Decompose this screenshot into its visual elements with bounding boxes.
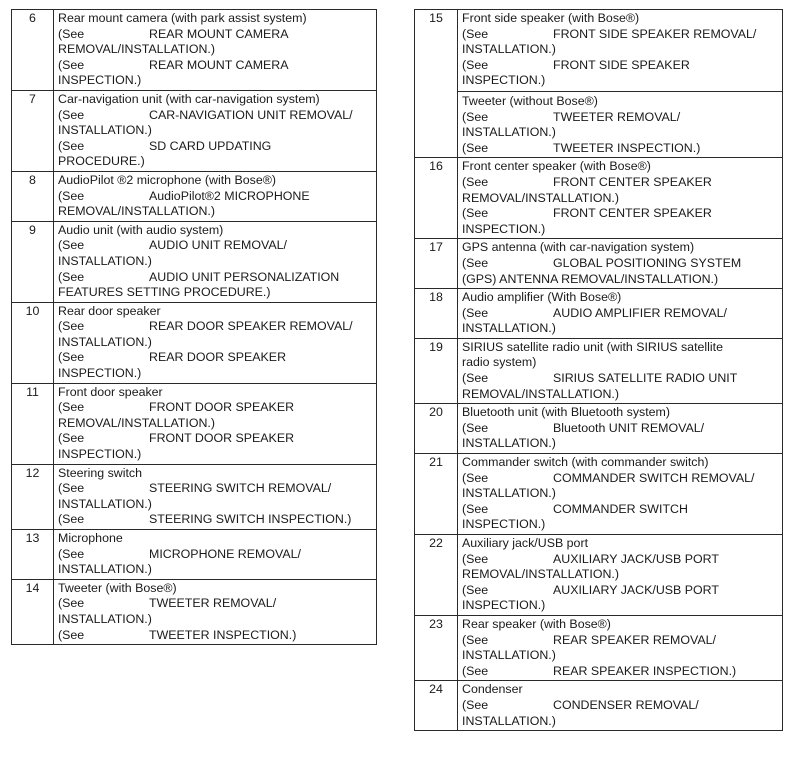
table-row <box>415 454 783 535</box>
reference-text: INSTALLATION.) <box>58 334 152 349</box>
item-description <box>458 289 783 339</box>
item-description <box>458 681 783 731</box>
parts-table-right-body <box>415 10 783 731</box>
see-label: (See <box>462 697 489 712</box>
item-title: Condenser <box>462 682 523 697</box>
reference-text: REMOVAL/INSTALLATION.) <box>462 190 619 205</box>
reference-text: TWEETER REMOVAL/ <box>149 596 277 611</box>
table-row <box>12 302 377 383</box>
table-row <box>415 615 783 680</box>
see-label: (See <box>462 109 489 124</box>
table-row <box>415 535 783 616</box>
reference-line <box>462 272 779 288</box>
reference-line <box>58 58 373 74</box>
see-label: (See <box>58 138 85 153</box>
reference-text: INSPECTION.) <box>58 366 142 381</box>
reference-line <box>58 447 373 463</box>
item-title: SIRIUS satellite radio unit (with SIRIUS satellite <box>462 339 723 354</box>
reference-text: FRONT SIDE SPEAKER REMOVAL/ <box>553 26 757 41</box>
see-label: (See <box>58 57 85 72</box>
see-label: (See <box>58 238 85 253</box>
item-title: Rear speaker (with Bose®) <box>462 616 611 631</box>
reference-text: REAR MOUNT CAMERA <box>149 57 289 72</box>
reference-text: STEERING SWITCH INSPECTION.) <box>149 512 352 527</box>
see-label: (See <box>462 632 489 647</box>
reference-line <box>58 350 373 366</box>
reference-line <box>58 42 373 58</box>
reference-line <box>462 583 779 599</box>
item-description <box>458 615 783 680</box>
reference-text: INSTALLATION.) <box>462 648 556 663</box>
reference-text: INSTALLATION.) <box>462 436 556 451</box>
reference-line <box>462 206 779 222</box>
reference-line <box>58 73 373 89</box>
reference-line <box>462 517 779 533</box>
table-row <box>12 10 377 91</box>
reference-text: SD CARD UPDATING <box>149 138 272 153</box>
table-row <box>415 404 783 454</box>
item-title: Tweeter (with Bose®) <box>58 580 177 595</box>
reference-text: INSPECTION.) <box>462 73 546 88</box>
reference-text: INSTALLATION.) <box>58 253 152 268</box>
item-number: 24 <box>415 681 458 731</box>
reference-text: REMOVAL/INSTALLATION.) <box>58 204 215 219</box>
reference-line <box>462 502 779 518</box>
see-label: (See <box>58 546 85 561</box>
item-number: 21 <box>415 454 458 535</box>
reference-line <box>462 387 779 403</box>
item-description <box>54 171 377 221</box>
reference-line <box>58 481 373 497</box>
item-number: 19 <box>415 338 458 403</box>
reference-text: FRONT CENTER SPEAKER <box>553 206 712 221</box>
reference-line <box>462 421 779 437</box>
reference-line <box>462 552 779 568</box>
item-description <box>458 158 783 239</box>
item-number: 12 <box>12 464 54 529</box>
reference-text: TWEETER INSPECTION.) <box>149 627 297 642</box>
reference-text: AUDIO UNIT PERSONALIZATION <box>149 269 340 284</box>
see-label: (See <box>462 501 489 516</box>
reference-text: (GPS) ANTENNA REMOVAL/INSTALLATION.) <box>462 271 719 286</box>
table-row <box>415 158 783 239</box>
reference-line <box>58 238 373 254</box>
reference-text: CONDENSER REMOVAL/ <box>553 697 699 712</box>
item-title: Commander switch (with commander switch) <box>462 455 709 470</box>
item-title: Front door speaker <box>58 384 163 399</box>
see-label: (See <box>462 371 489 386</box>
item-title: Steering switch <box>58 465 143 480</box>
reference-text: AUXILIARY JACK/USB PORT <box>553 551 719 566</box>
reference-line <box>462 110 779 126</box>
table-row <box>415 681 783 731</box>
see-label: (See <box>58 627 85 642</box>
reference-text: REAR DOOR SPEAKER REMOVAL/ <box>149 319 353 334</box>
see-label: (See <box>58 269 85 284</box>
item-description <box>54 383 377 464</box>
see-label: (See <box>462 206 489 221</box>
see-label: (See <box>58 512 85 527</box>
reference-line <box>58 366 373 382</box>
reference-text: REMOVAL/INSTALLATION.) <box>462 386 619 401</box>
reference-line <box>58 270 373 286</box>
reference-text: GLOBAL POSITIONING SYSTEM <box>553 255 742 270</box>
reference-text: FEATURES SETTING PROCEDURE.) <box>58 285 271 300</box>
reference-line <box>462 321 779 337</box>
reference-text: FRONT DOOR SPEAKER <box>149 400 295 415</box>
see-label: (See <box>462 174 489 189</box>
reference-line <box>462 648 779 664</box>
reference-text: STEERING SWITCH REMOVAL/ <box>149 481 332 496</box>
reference-text: FRONT CENTER SPEAKER <box>553 174 712 189</box>
item-title: Rear mount camera (with park assist system) <box>58 11 307 25</box>
item-number: 6 <box>12 10 54 91</box>
reference-line <box>58 400 373 416</box>
reference-line <box>462 58 779 74</box>
reference-line <box>58 416 373 432</box>
reference-text: Bluetooth UNIT REMOVAL/ <box>553 420 705 435</box>
see-label: (See <box>462 255 489 270</box>
reference-text: FRONT DOOR SPEAKER <box>149 431 295 446</box>
see-label: (See <box>462 663 489 678</box>
parts-table-right <box>414 9 783 731</box>
table-row <box>12 464 377 529</box>
reference-text: radio system) <box>462 355 537 370</box>
reference-line <box>462 664 779 680</box>
reference-line <box>58 431 373 447</box>
see-label: (See <box>462 420 489 435</box>
reference-line <box>462 222 779 238</box>
see-label: (See <box>58 400 85 415</box>
item-number: 17 <box>415 239 458 289</box>
item-number: 20 <box>415 404 458 454</box>
see-label: (See <box>58 350 85 365</box>
reference-text: MICROPHONE REMOVAL/ <box>149 546 301 561</box>
item-number: 11 <box>12 383 54 464</box>
item-number: 10 <box>12 302 54 383</box>
reference-line <box>58 254 373 270</box>
sub-item <box>458 91 782 156</box>
table-row <box>12 579 377 644</box>
item-description <box>54 10 377 91</box>
reference-text: REMOVAL/INSTALLATION.) <box>462 567 619 582</box>
item-description <box>458 338 783 403</box>
see-label: (See <box>58 107 85 122</box>
item-title: Audio unit (with audio system) <box>58 222 224 237</box>
reference-line <box>58 27 373 43</box>
item-description <box>54 90 377 171</box>
reference-line <box>462 698 779 714</box>
item-description <box>54 302 377 383</box>
item-description <box>54 464 377 529</box>
reference-text: INSPECTION.) <box>58 73 142 88</box>
reference-line <box>58 628 373 644</box>
item-number: 7 <box>12 90 54 171</box>
table-row <box>415 10 783 158</box>
reference-line <box>462 42 779 58</box>
reference-text: REAR DOOR SPEAKER <box>149 350 287 365</box>
item-title: Rear door speaker <box>58 303 161 318</box>
item-description <box>458 239 783 289</box>
parts-table-left-body <box>12 10 377 645</box>
see-label: (See <box>462 140 489 155</box>
reference-text: TWEETER INSPECTION.) <box>553 140 701 155</box>
reference-line <box>58 154 373 170</box>
reference-line <box>58 562 373 578</box>
item-number: 8 <box>12 171 54 221</box>
table-row <box>12 530 377 580</box>
item-title: Microphone <box>58 531 123 545</box>
item-title: GPS antenna (with car-navigation system) <box>462 240 695 255</box>
item-number: 14 <box>12 579 54 644</box>
see-label: (See <box>462 551 489 566</box>
item-number: 23 <box>415 615 458 680</box>
reference-text: INSTALLATION.) <box>58 123 152 138</box>
see-label: (See <box>58 319 85 334</box>
reference-line <box>58 612 373 628</box>
item-title: Bluetooth unit (with Bluetooth system) <box>462 405 670 420</box>
reference-line <box>58 189 373 205</box>
reference-text: COMMANDER SWITCH REMOVAL/ <box>553 470 755 485</box>
table-row <box>415 338 783 403</box>
reference-text: CAR-NAVIGATION UNIT REMOVAL/ <box>149 107 353 122</box>
see-label: (See <box>462 470 489 485</box>
reference-line <box>462 471 779 487</box>
reference-line <box>58 596 373 612</box>
sub-item-title: Tweeter (without Bose®) <box>462 93 598 108</box>
see-label: (See <box>58 596 85 611</box>
reference-text: INSTALLATION.) <box>462 125 556 140</box>
parts-table-left <box>11 9 377 645</box>
reference-line <box>462 355 779 371</box>
reference-text: AUDIO UNIT REMOVAL/ <box>149 238 287 253</box>
reference-text: REAR MOUNT CAMERA <box>149 26 289 41</box>
reference-text: INSPECTION.) <box>58 447 142 462</box>
see-label: (See <box>58 26 85 41</box>
table-row <box>12 171 377 221</box>
reference-line <box>462 306 779 322</box>
reference-text: INSPECTION.) <box>462 517 546 532</box>
reference-line <box>58 285 373 301</box>
item-number: 9 <box>12 221 54 302</box>
reference-text: INSTALLATION.) <box>462 486 556 501</box>
item-description <box>54 579 377 644</box>
reference-line <box>462 27 779 43</box>
item-title: Car-navigation unit (with car-navigation system) <box>58 91 320 106</box>
reference-text: SIRIUS SATELLITE RADIO UNIT <box>553 371 738 386</box>
item-number: 15 <box>415 10 458 158</box>
reference-line <box>462 598 779 614</box>
reference-line <box>462 714 779 730</box>
reference-text: INSTALLATION.) <box>58 562 152 577</box>
reference-line <box>462 125 779 141</box>
reference-line <box>58 204 373 220</box>
item-title: Front center speaker (with Bose®) <box>462 159 651 174</box>
reference-text: INSTALLATION.) <box>58 496 152 511</box>
reference-text: INSPECTION.) <box>462 598 546 613</box>
reference-line <box>462 436 779 452</box>
item-title: Audio amplifier (With Bose®) <box>462 290 622 305</box>
reference-line <box>58 335 373 351</box>
reference-text: INSPECTION.) <box>462 221 546 236</box>
reference-text: AudioPilot®2 MICROPHONE <box>149 188 310 203</box>
table-row <box>12 221 377 302</box>
reference-line <box>58 512 373 528</box>
see-label: (See <box>462 305 489 320</box>
reference-line <box>462 191 779 207</box>
reference-line <box>462 567 779 583</box>
table-row <box>415 289 783 339</box>
reference-line <box>58 497 373 513</box>
see-label: (See <box>462 26 489 41</box>
reference-line <box>58 319 373 335</box>
reference-text: INSTALLATION.) <box>58 611 152 626</box>
reference-line <box>462 73 779 89</box>
reference-line <box>462 141 779 157</box>
see-label: (See <box>58 431 85 446</box>
item-number: 18 <box>415 289 458 339</box>
item-description <box>458 404 783 454</box>
item-description <box>458 535 783 616</box>
reference-text: REMOVAL/INSTALLATION.) <box>58 415 215 430</box>
reference-line <box>462 371 779 387</box>
reference-text: REAR SPEAKER INSPECTION.) <box>553 663 737 678</box>
item-title: Auxiliary jack/USB port <box>462 536 589 550</box>
reference-text: AUDIO AMPLIFIER REMOVAL/ <box>553 305 727 320</box>
reference-text: COMMANDER SWITCH <box>553 501 688 516</box>
item-description <box>54 530 377 580</box>
reference-text: REAR SPEAKER REMOVAL/ <box>553 632 716 647</box>
reference-text: INSTALLATION.) <box>462 713 556 728</box>
reference-text: FRONT SIDE SPEAKER <box>553 57 690 72</box>
table-row <box>12 383 377 464</box>
reference-line <box>58 139 373 155</box>
see-label: (See <box>58 481 85 496</box>
item-description <box>458 10 783 158</box>
item-number: 13 <box>12 530 54 580</box>
item-number: 16 <box>415 158 458 239</box>
table-row <box>12 90 377 171</box>
reference-line <box>58 123 373 139</box>
reference-text: PROCEDURE.) <box>58 154 145 169</box>
reference-text: TWEETER REMOVAL/ <box>553 109 681 124</box>
item-title: AudioPilot ®2 microphone (with Bose®) <box>58 172 276 187</box>
reference-line <box>462 256 779 272</box>
table-row <box>415 239 783 289</box>
reference-text: AUXILIARY JACK/USB PORT <box>553 582 719 597</box>
item-description <box>458 454 783 535</box>
reference-line <box>462 633 779 649</box>
reference-text: REMOVAL/INSTALLATION.) <box>58 42 215 57</box>
reference-text: INSTALLATION.) <box>462 321 556 336</box>
item-number: 22 <box>415 535 458 616</box>
see-label: (See <box>462 582 489 597</box>
see-label: (See <box>58 188 85 203</box>
item-description <box>54 221 377 302</box>
reference-line <box>58 547 373 563</box>
item-title: Front side speaker (with Bose®) <box>462 11 640 25</box>
see-label: (See <box>462 57 489 72</box>
reference-text: INSTALLATION.) <box>462 42 556 57</box>
reference-line <box>462 486 779 502</box>
reference-line <box>462 175 779 191</box>
reference-line <box>58 108 373 124</box>
